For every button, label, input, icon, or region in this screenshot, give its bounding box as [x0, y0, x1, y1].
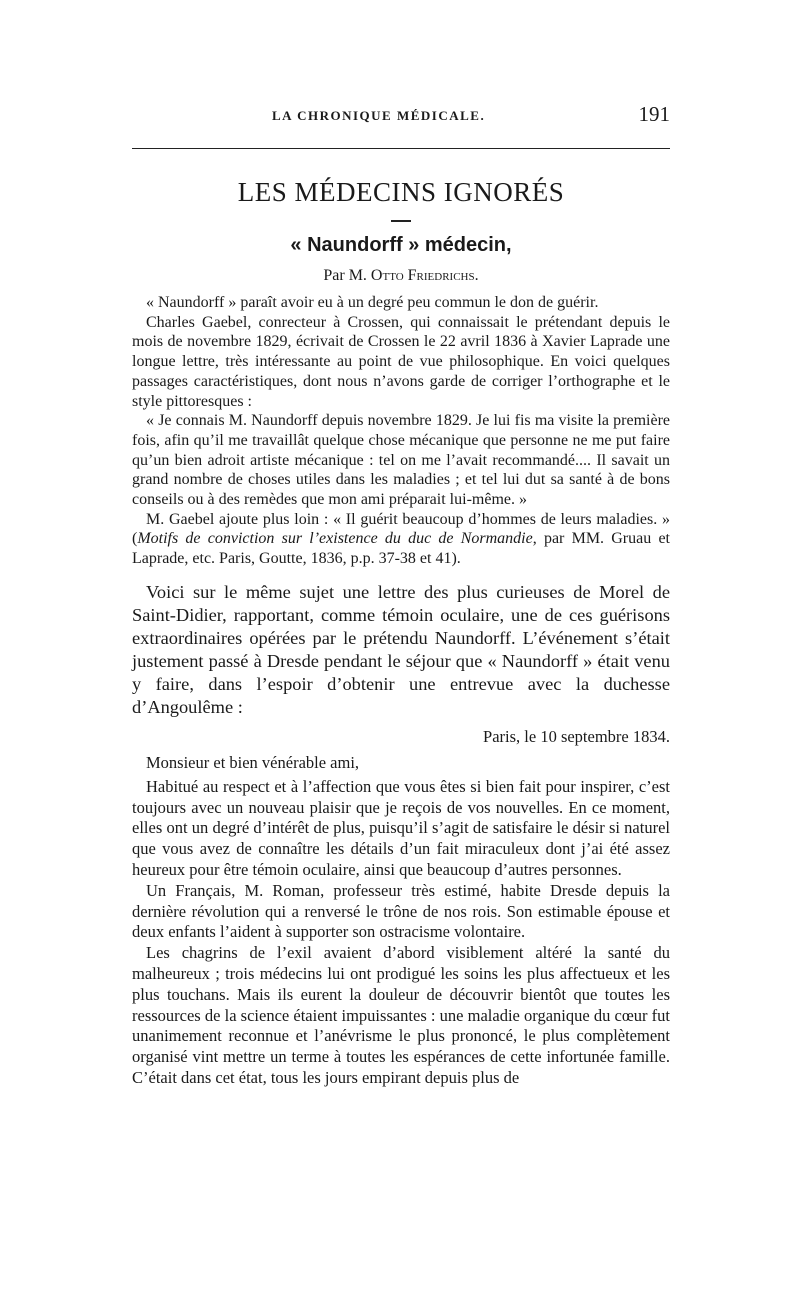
running-title: LA CHRONIQUE MÉDICALE.	[272, 108, 486, 123]
byline	[132, 267, 670, 285]
title-divider	[391, 220, 411, 222]
byline-prefix: Par M.	[323, 267, 371, 284]
letter-paragraph-1: Habitué au respect et à l’affection que vous êtes si bien fait pour inspirer, c’est toujours avec un nouveau plaisir que je reçois de vos nouvelles. En ce moment, elles ont un degré d’intérêt de plus, puisqu’il s’agit de satisfaire le désir si naturel que vous avez de connaître les détails d’un fait miraculeux dont j’ai été assez heureux pour être témoin oculaire, ainsi que beaucoup d’autres personnes.	[132, 776, 670, 880]
paragraph-4	[132, 510, 670, 569]
paragraph-2: Charles Gaebel, conrecteur à Crossen, qui connaissait le prétendant depuis le mois de novembre 1829, écrivait de Crossen le 22 avril 1836 à Xavier Laprade une longue lettre, très intéressante au point de vue philosophique. En voici quelques passages caractéristiques, dont nous n’avons garde de corriger l’orthographe et le style pittoresques :	[132, 313, 670, 410]
letter-dateline: Paris, le 10 septembre 1834.	[483, 726, 670, 746]
page-number: 191	[638, 102, 670, 126]
header-rule	[132, 148, 670, 149]
p4-citation-title: Motifs de conviction sur l’existence du duc de Normandie	[137, 530, 533, 548]
article-title: LES MÉDECINS IGNORÉS	[237, 177, 565, 207]
letter-body	[132, 777, 670, 1089]
paragraph-1: « Naundorff » paraît avoir eu à un degré peu commun le don de guérir.	[146, 294, 599, 311]
p4-end: , par MM. Gruau et Laprade, etc. Paris, Goutte, 1836, p.p. 37-38 et 41).	[132, 530, 671, 568]
page	[132, 96, 670, 1089]
main-section	[132, 581, 670, 719]
running-head	[132, 96, 670, 128]
letter-salutation: Monsieur et bien vénérable ami,	[146, 752, 360, 772]
article-subtitle: « Naundorff » médecin,	[290, 234, 512, 256]
paragraph-5: Voici sur le même sujet une lettre des plus curieuses de Morel de Saint-Didier, rapportant, comme témoin oculaire, une de ces guérisons extraordinaires opérées par le prétendu Naundorff. L’événement s’était justement passé à Dresde pendant le séjour que « Naundorff » était venu y faire, dans l’espoir d’obtenir une entrevue avec la duchesse d’Angoulême :	[132, 581, 670, 717]
letter-paragraph-2: Un Français, M. Roman, professeur très estimé, habite Dresde depuis la dernière révolution qui a renversé le trône de nos rois. Son estimable épouse et deux enfants l’aident à supporter son ostracisme volontaire.	[132, 880, 670, 942]
byline-author: Otto Friedrichs.	[370, 267, 479, 284]
intro-section	[132, 293, 670, 569]
paragraph-3-quote: « Je connais M. Naundorff depuis novembre 1829. Je lui fis ma visite la première fois, afin qu’il me travaillât quelque chose mécanique que personne ne me put faire qu’un bien adroit artiste mécanique : tel on me l’avait recommandé.... Il savait un grand nombre de choses utiles dans les maladies ; et tel lui dut sa santé à de bons conseils ou à des remèdes que mon ami préparait lui-même. »	[132, 412, 670, 509]
p4-start: M. Gaebel ajoute plus loin : « Il guérit beaucoup d’hommes de leurs maladies. » (	[132, 510, 670, 548]
letter-paragraph-3: Les chagrins de l’exil avaient d’abord visiblement altéré la santé du malheureux ; trois médecins lui ont prodigué les soins les plus affectueux et les plus touchans. Mais ils eurent la douleur de découvrir bientôt que toutes les ressources de la science étaient impuissantes : une maladie organique du cœur fut unanimement reconnue et l’anévrisme le plus prononcé, le plus complètement organisé vint mettre un terme à toutes les espérances de cette infortunée famille. C’était dans cet état, tous les jours empirant depuis plus de	[132, 943, 670, 1087]
